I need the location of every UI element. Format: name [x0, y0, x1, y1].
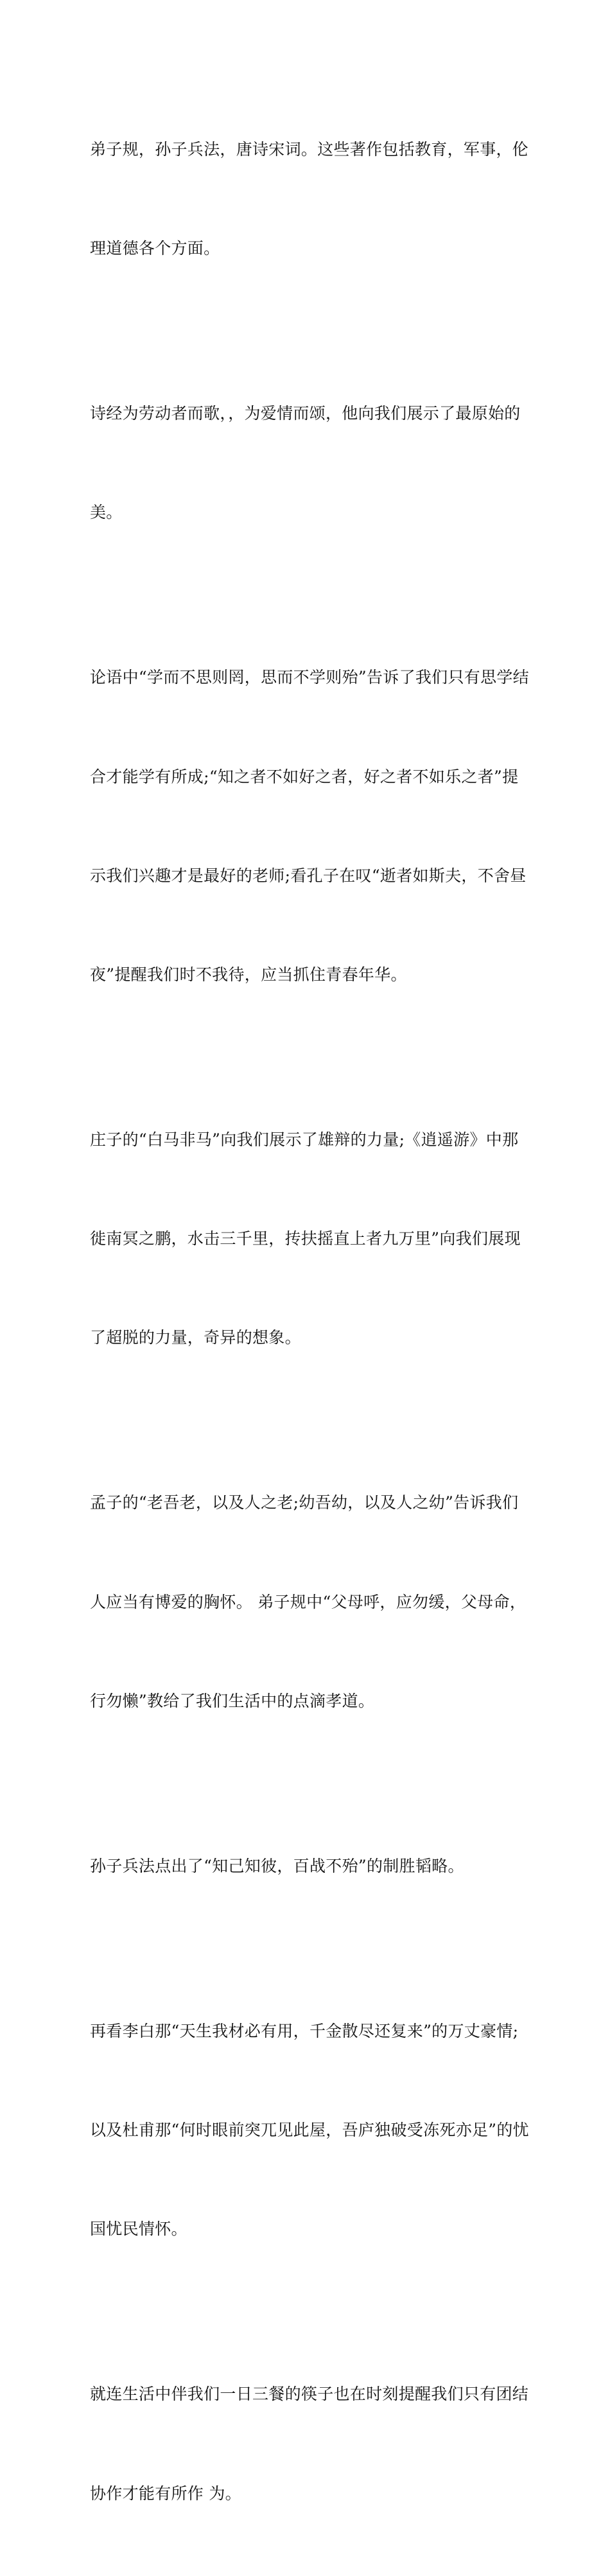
text-line: 再看李白那“天生我材必有用，千金散尽还复来”的万丈豪情;: [90, 2021, 519, 2040]
text-line: 行勿懒”教给了我们生活中的点滴孝道。: [90, 1691, 375, 1710]
paragraph-lunyu: [90, 595, 527, 1058]
text-line: 徙南冥之鹏，水击三千里，抟扶摇直上者九万里”向我们展现: [90, 1229, 521, 1249]
text-line: 理道德各个方面。: [90, 239, 220, 258]
body-text: [90, 67, 527, 2576]
text-line: 弟子规，孙子兵法，唐诗宋词。这些著作包括教育，军事，伦: [90, 139, 529, 159]
text-line: 人应当有博爱的胸怀。 弟子规中“父母呼，应勿缓，父母命，: [90, 1592, 527, 1611]
text-line: 合才能学有所成;“知之者不如好之者，好之者不如乐之者”提: [90, 767, 519, 786]
text-line: 庄子的“白马非马”向我们展示了雄辩的力量;《逍遥游》中那: [90, 1130, 519, 1149]
text-line: 论语中“学而不思则罔，思而不学则殆”告诉了我们只有思学结: [90, 668, 529, 687]
text-line: 了超脱的力量，奇异的想象。: [90, 1328, 301, 1347]
text-line: 以及杜甫那“何时眼前突兀见此屋，吾庐独破受冻死亦足”的忧: [90, 2121, 529, 2140]
text-line: 夜”提醒我们时不我待，应当抓住青春年华。: [90, 965, 407, 984]
paragraph-mengzi: [90, 1421, 527, 1783]
text-line: 孙子兵法点出了“知己知彼，百战不殆”的制胜韬略。: [90, 1856, 464, 1875]
paragraph-sunzi: [90, 1783, 527, 1949]
text-line: 孟子的“老吾老，以及人之老;幼吾幼，以及人之幼”告诉我们: [90, 1493, 519, 1512]
paragraph-zhuangzi: [90, 1057, 527, 1420]
text-line: 示我们兴趣才是最好的老师;看孔子在叹“逝者如斯夫，不舍昼: [90, 866, 527, 885]
paragraph-chopsticks: [90, 2312, 527, 2576]
text-line: 协作才能有所作 为。: [90, 2484, 241, 2503]
paragraph-classics-overview: [90, 67, 527, 331]
text-line: 国忧民情怀。: [90, 2220, 187, 2239]
text-line: 美。: [90, 503, 123, 522]
text-line: 就连生活中伴我们一日三餐的筷子也在时刻提醒我们只有团结: [90, 2385, 529, 2404]
text-line: 诗经为劳动者而歌，，为爱情而颂，他向我们展示了最原始的: [90, 404, 521, 423]
paragraph-poets: [90, 1949, 527, 2311]
paragraph-shijing: [90, 331, 527, 595]
